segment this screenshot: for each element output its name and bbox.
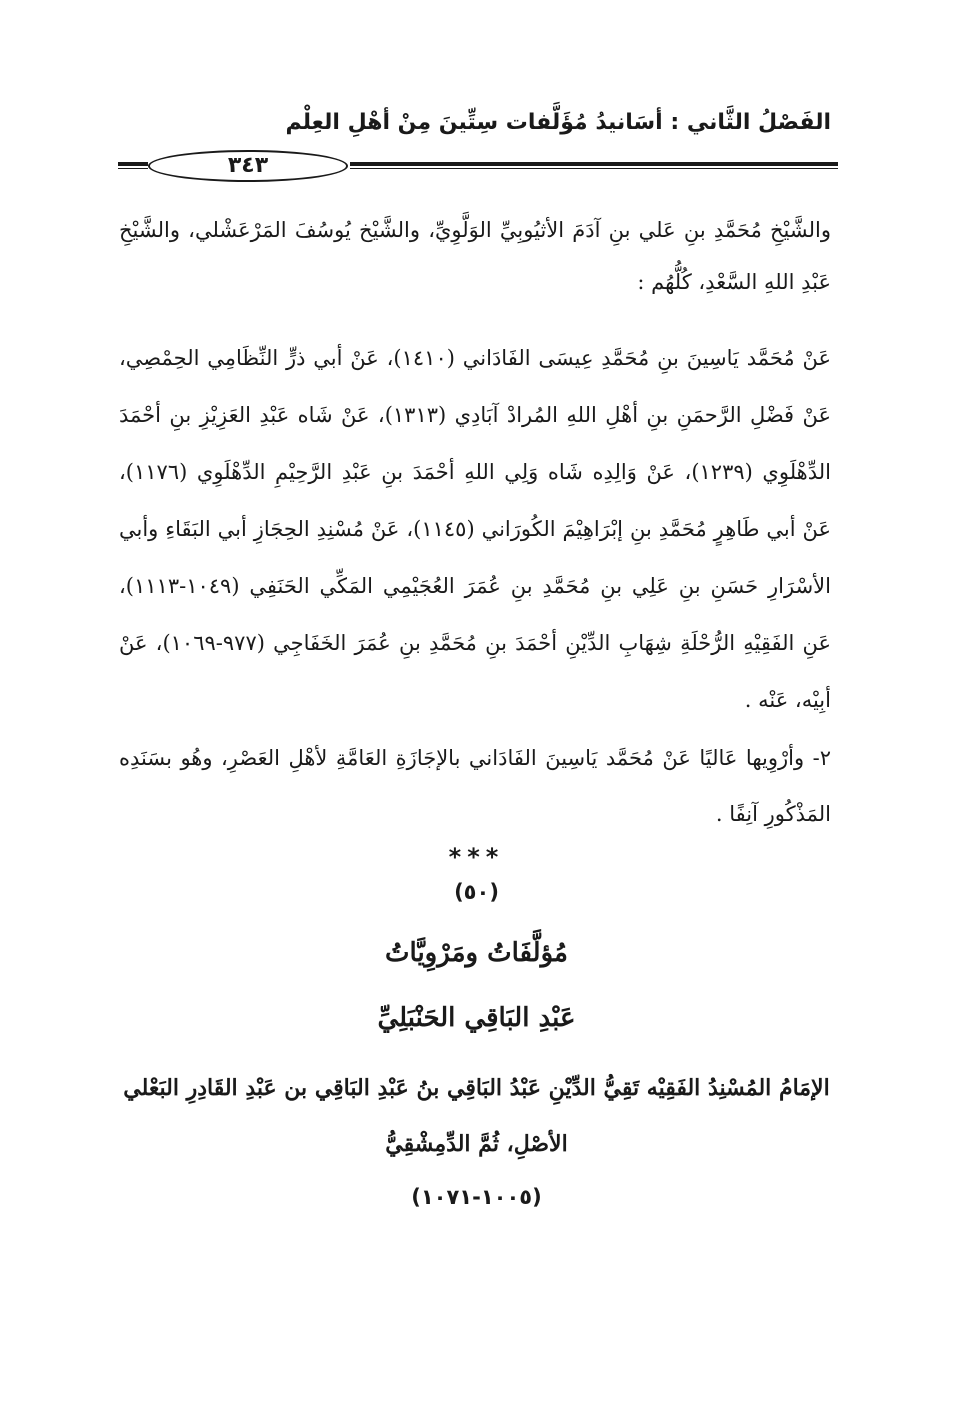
isnad-chain-paragraph: عَنْ مُحَمَّد يَاسِينَ بنِ مُحَمَّدِ عِيسَى الفَادَاني (١٤١٠)، عَنْ أبي ذرٍّ النِّظَامِي الحِمْصِي، عَنْ فَضْلِ الرَّحمَنِ بنِ أهْلِ اللهِ المُرادْ آبَادِي (١٣١٣)، عَنْ شَاه عَبْدِ العَزِيْزِ بنِ أحْمَدَ الدِّهْلَوِي (١٢٣٩)، عَنْ وَالِدِه شَاه وَلِي اللهِ أحْمَدَ بنِ عَبْدِ الرَّحِيْمِ الدِّهْلَوِي (١١٧٦)، عَنْ أبي طَاهِرٍ مُحَمَّدِ بنِ إبْرَاهِيْمَ الكُورَاني (١١٤٥)، عَنْ مُسْنِدِ الحِجَازِ أبي البَقَاءِ وأبي الأسْرَارِ حَسَنِ بنِ عَلِي بنِ مُحَمَّدِ بنِ عُمَرَ العُجَيْمِي المَكِّي الحَنَفِي (١٠٤٩-١١١٣)، عَنِ الفَقِيْهِ الرُّحْلَةِ شِهَابِ الدِّيْنِ أحْمَدَ بنِ مُحَمَّدِ بنِ عُمَرَ الخَفَاجِي (٩٧٧-١٠٦٩)، عَنْ أبِيْه، عَنْه . xyxy=(119,346,832,712)
intro-paragraph: والشَّيْخِ مُحَمَّدِ بنِ عَلي بنِ آدَمَ الأثيُوبِيِّ الوَلَّوِيِّ، والشَّيْخ يُوسُفَ المَرْعَشْلي، والشَّيْخِ عَبْدِ اللهِ السَّعْدِ، كُلُّهُم : xyxy=(119,218,831,294)
author-description: الإمَامُ المُسْنِدُ الفَقِيْه تَقِيُّ الدِّيْنِ عَبْدُ البَاقِي بنُ عَبْدِ البَاقِي بن عَبْدِ القَادِرِ البَعْلي الأصْلِ، ثُمَّ الدِّمِشْقِيُّ xyxy=(123,1075,830,1157)
second-narration-paragraph: ٢- وأرْوِيها عَاليًا عَنْ مُحَمَّد يَاسِينَ الفَادَاني بالإجَازَةِ العَامَّةِ لأهْلِ العَصْرِ، وهُو بسَنَدِه المَذْكُورِ آنِفًا . xyxy=(119,746,831,826)
entry-heading-line-1: مُؤلَّفَاتُ ومَرْوِيَّاتُ xyxy=(385,938,568,968)
page-number: ٣٤٣ xyxy=(148,150,348,182)
header-rule-line-right xyxy=(350,162,838,169)
entry-heading-line-2: عَبْدِ البَاقِي الحَنْبَلِيِّ xyxy=(377,1003,576,1033)
header-rule xyxy=(118,150,838,184)
author-dates: (١٠٠٥-١٠٧١) xyxy=(411,1185,542,1209)
header-rule-line-left xyxy=(118,162,148,169)
entry-number: (٥٠) xyxy=(454,880,499,904)
section-separator: *** xyxy=(448,843,505,871)
running-header: الفَصْلُ الثَّاني : أسَانيدُ مُؤَلَّفات سِتِّينَ مِنْ أهْلِ العِلْم xyxy=(285,110,831,135)
